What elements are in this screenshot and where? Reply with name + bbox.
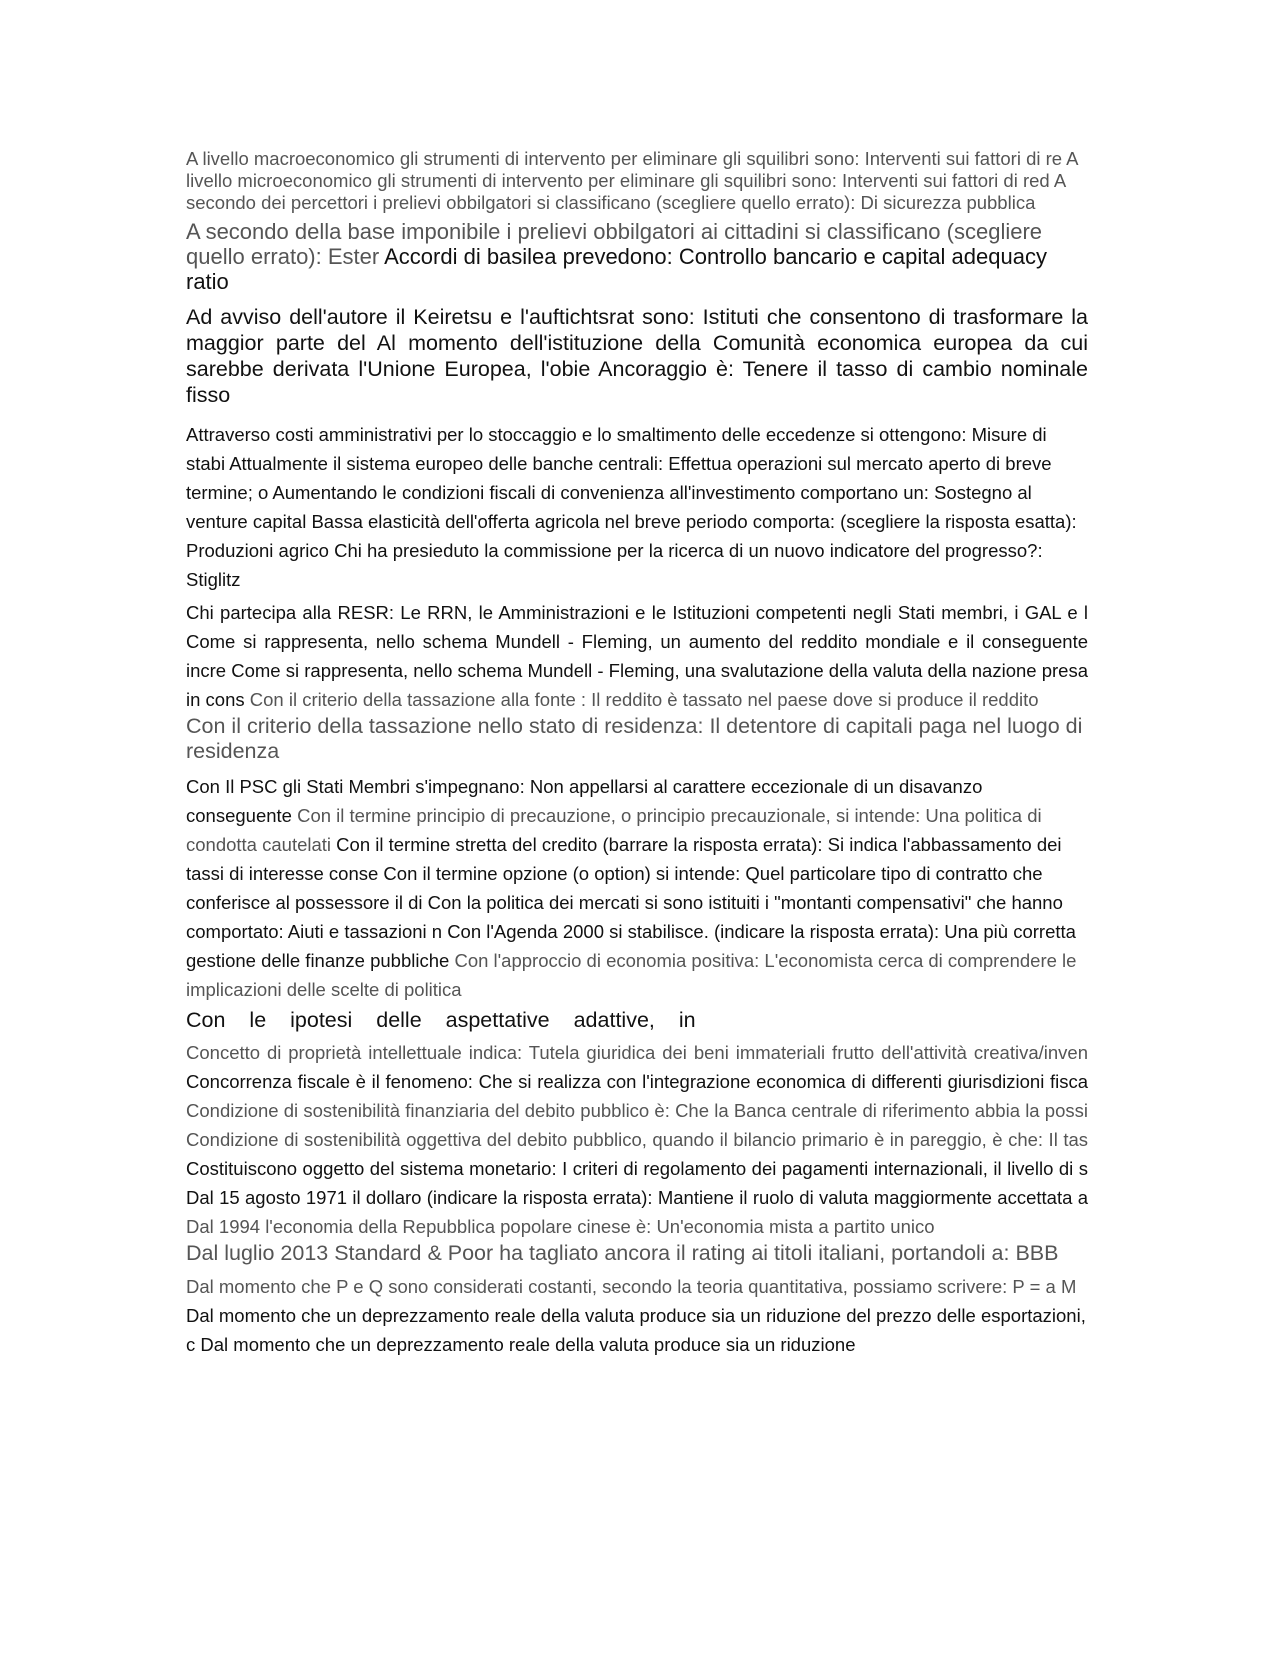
text-span: Con l'approccio di economia positiva: L'economista cerca di comprendere le implicazioni delle scelte di politica [186,950,1077,1000]
text-span: Con Il PSC gli Stati Membri s'impegnano: Non appellarsi al carattere eccezionale di un disavanzo conseguente [186,776,983,826]
text-span: Con il criterio della tassazione alla fonte : Il reddito è tassato nel paese dove si produce il reddito [249,689,1039,710]
paragraph-costi-amministrativi [186,420,1088,594]
text-span: Condizione di sostenibilità finanziaria del debito pubblico è: Che la Banca centrale di riferimento abbia la possi Condizione di sostenibilità oggettiva del debito pubblico, quando il bilancio primario è in pareggio, è che: Il tas [186,1100,1088,1150]
text-span: Con il termine principio di precauzione, o principio precauzionale, si intende: Una politica di condotta cautelati [186,805,1042,855]
text-span: Concetto di proprietà intellettuale indica: Tutela giuridica dei beni immateriali frutto dell'attività creativa/inven [186,1042,1088,1063]
text-span: Dal luglio 2013 Standard & Poor ha tagliato ancora il rating ai titoli italiani, portandoli a: BBB [186,1241,1059,1265]
text-span: Chi partecipa alla RESR: Le RRN, le Amministrazioni e le Istituzioni competenti negli Stati membri, i GAL e l Come si rappresenta, nello schema Mundell - Fleming, un aumento del reddito mondiale e il conseguente incre Come si rappresenta, nello schema Mundell - Fleming, una svalutazione della valuta della nazione presa in cons [186,602,1088,710]
paragraph-tassazione-residenza [186,714,1088,764]
paragraph-teoria-quantitativa [186,1272,1088,1359]
paragraph-resr [186,598,1088,714]
text-span: Con il criterio della tassazione nello stato di residenza: Il detentore di capitali paga nel luogo di residenza [186,714,1083,763]
paragraph-aspettative-adattive [186,1007,1088,1033]
text-span: Concorrenza fiscale è il fenomeno: Che si realizza con l'integrazione economica di differenti giurisdizioni fisca [186,1071,1088,1092]
text-span: Costituiscono oggetto del sistema monetario: I criteri di regolamento dei pagamenti internazionali, il livello di s Dal 15 agosto 1971 il dollaro (indicare la risposta errata): Mantiene il ruolo di valuta maggiormente accettata a [186,1158,1088,1208]
text-span: Dal momento che P e Q sono considerati costanti, secondo la teoria quantitativa, possiamo scrivere: P = a M [186,1276,1077,1297]
text-span: Attraverso costi amministrativi per lo stoccaggio e lo smaltimento delle eccedenze si ottengono: Misure di stabi Attualmente il sistema europeo delle banche centrali: Effettua operazioni sul mercato aperto di breve termine; o Aumentando le condizioni fiscali di convenienza all'investimento comportano un: Sostegno al venture capital Bassa elasticità dell'offerta agricola nel breve periodo comporta: (scegliere la risposta esatta): Produzioni agrico Chi ha presieduto la commissione per la ricerca di un nuovo indicatore del progresso?: Stiglitz [186,424,1077,590]
document-page [186,148,1088,1359]
paragraph-macroeconomico [186,148,1088,214]
paragraph-standard-poor [186,1241,1088,1266]
text-span: Ad avviso dell'autore il Keiretsu e l'auftichtsrat sono: Istituti che consentono di trasformare la maggior parte del Al momento dell'istituzione della Comunità economica europea da cui sarebbe derivata l'Unione Europea, l'obie Ancoraggio è: Tenere il tasso di cambio nominale fisso [186,305,1088,407]
text-span: Con il termine stretta del credito (barrare la risposta errata): Si indica l'abbassamento dei tassi di interesse conse Con il termine opzione (o option) si intende: Quel particolare tipo di contratto che conferisce al possessore il di Con la politica dei mercati si sono istituiti i "montanti compensativi" che hanno comportato: Aiuti e tassazioni n Con l'Agenda 2000 si stabilisce. (indicare la risposta errata): Una più corretta gestione delle finanze pubbliche [186,834,1076,971]
text-span: Con le ipotesi delle aspettative adattive, in [186,1008,696,1032]
text-span: Dal 1994 l'economia della Repubblica popolare cinese è: Un'economia mista a partito unico [186,1216,935,1237]
text-span: A livello macroeconomico gli strumenti di intervento per eliminare gli squilibri sono: Interventi sui fattori di re A livello microeconomico gli strumenti di intervento per eliminare gli squilibri sono: Interventi sui fattori di red A secondo dei percettori i prelievi obbilgatori si classificano (scegliere quello errato): Di sicurezza pubblica [186,148,1078,213]
text-span: Dal momento che un deprezzamento reale della valuta produce sia un riduzione del prezzo delle esportazioni, c Dal momento che un deprezzamento reale della valuta produce sia un riduzione [186,1305,1086,1355]
text-span: Accordi di basilea prevedono: Controllo bancario e capital adequacy ratio [186,244,1047,294]
paragraph-keiretsu [186,304,1088,408]
text-span: A secondo della base imponibile i prelievi obbilgatori ai cittadini si classificano (scegliere quello errato): Ester [186,219,1043,269]
paragraph-psc [186,772,1088,1004]
paragraph-proprieta-intellettuale [186,1038,1088,1241]
paragraph-base-imponibile [186,219,1088,294]
